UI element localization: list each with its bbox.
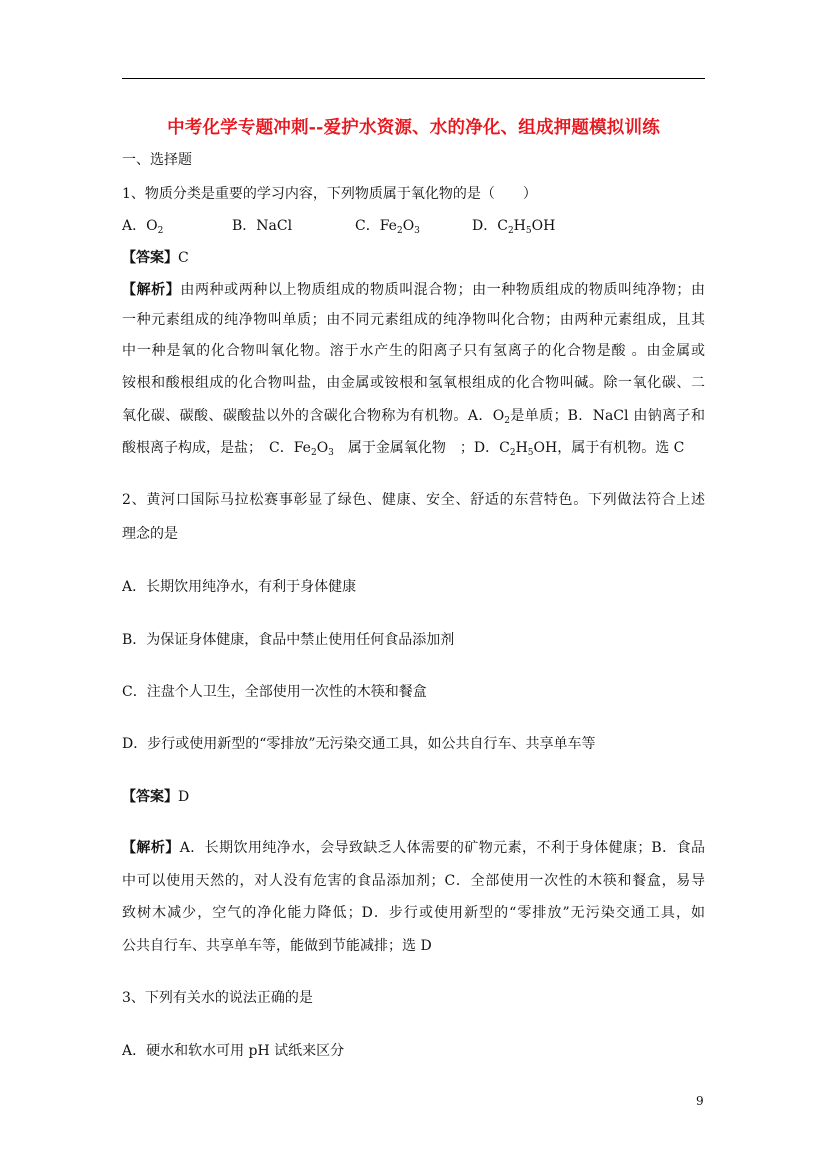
page-number: 9 — [696, 1094, 704, 1108]
q1-option-c: C．$Fe_2O_3$ — [355, 218, 420, 236]
q2-option-c: C．注盘个人卫生，全部使用一次性的木筷和餐盒 — [122, 684, 427, 700]
q1-analysis-line-4: 铵根和酸根组成的化合物叫盐，由金属或铵根和氢氧根组成的化合物叫碱。除一氧化碳、二 — [122, 375, 705, 391]
q1-answer: 【答案】C — [122, 250, 189, 266]
q2-analysis-line-2: 中可以使用天然的，对人没有危害的食品添加剂；C．全部使用一次性的木筷和餐盒，易导 — [122, 873, 705, 889]
q1-analysis-line-1: 【解析】由两种或两种以上物质组成的物质叫混合物；由一种物质组成的物质叫纯净物；由 — [122, 282, 705, 298]
q1-option-b: B．NaCl — [232, 218, 293, 234]
q2-answer: 【答案】D — [122, 789, 190, 805]
header-rule — [122, 78, 705, 79]
q2-option-a: A．长期饮用纯净水，有利于身体健康 — [122, 579, 357, 595]
q1-analysis-line-3: 中一种是氧的化合物叫氧化物。溶于水产生的阳离子只有氢离子的化合物是酸 。由金属或 — [122, 343, 705, 359]
q1-option-a: A．$O_2$ — [122, 218, 164, 236]
question-2-stem-line-1: 2、黄河口国际马拉松赛事彰显了绿色、健康、安全、舒适的东营特色。下列做法符合上述 — [122, 492, 705, 508]
page-title: 中考化学专题冲刺--爱护水资源、水的净化、组成押题模拟训练 — [167, 118, 660, 138]
q1-analysis-line-6: 酸根离子构成，是盐； C．$Fe_2O_3$ 属于金属氧化物 ；D．$C_2H_5OH$，属于有机物。选 C — [122, 440, 685, 458]
section-heading: 一、选择题 — [122, 152, 192, 168]
q1-analysis-line-2: 一种元素组成的纯净物叫单质；由不同元素组成的纯净物叫化合物；由两种元素组成，且其 — [122, 312, 705, 328]
question-2-stem-line-2: 理念的是 — [122, 526, 178, 542]
q2-analysis-line-4: 公共自行车、共享单车等，能做到节能减排；选 D — [122, 938, 432, 954]
question-1-stem: 1、物质分类是重要的学习内容，下列物质属于氧化物的是（ ） — [122, 186, 537, 202]
q1-option-d: D．$C_2H_5OH$ — [472, 218, 556, 236]
q2-analysis-line-1: 【解析】A．长期饮用纯净水，会导致缺乏人体需要的矿物元素，不利于身体健康；B．食品 — [122, 840, 705, 856]
q2-analysis-line-3: 致树木减少，空气的净化能力降低；D．步行或使用新型的“零排放”无污染交通工具，如 — [122, 905, 705, 921]
q1-analysis-line-5: 氧化碳、碳酸、碳酸盐以外的含碳化合物称为有机物。A．$O_2$是单质；B．NaCl 由钠离子和 — [122, 408, 705, 426]
q2-option-d: D．步行或使用新型的“零排放”无污染交通工具，如公共自行车、共享单车等 — [122, 736, 596, 752]
q2-option-b: B．为保证身体健康，食品中禁止使用任何食品添加剂 — [122, 632, 455, 648]
question-3-stem: 3、下列有关水的说法正确的是 — [122, 990, 313, 1006]
q3-option-a: A．硬水和软水可用 pH 试纸来区分 — [122, 1043, 345, 1059]
